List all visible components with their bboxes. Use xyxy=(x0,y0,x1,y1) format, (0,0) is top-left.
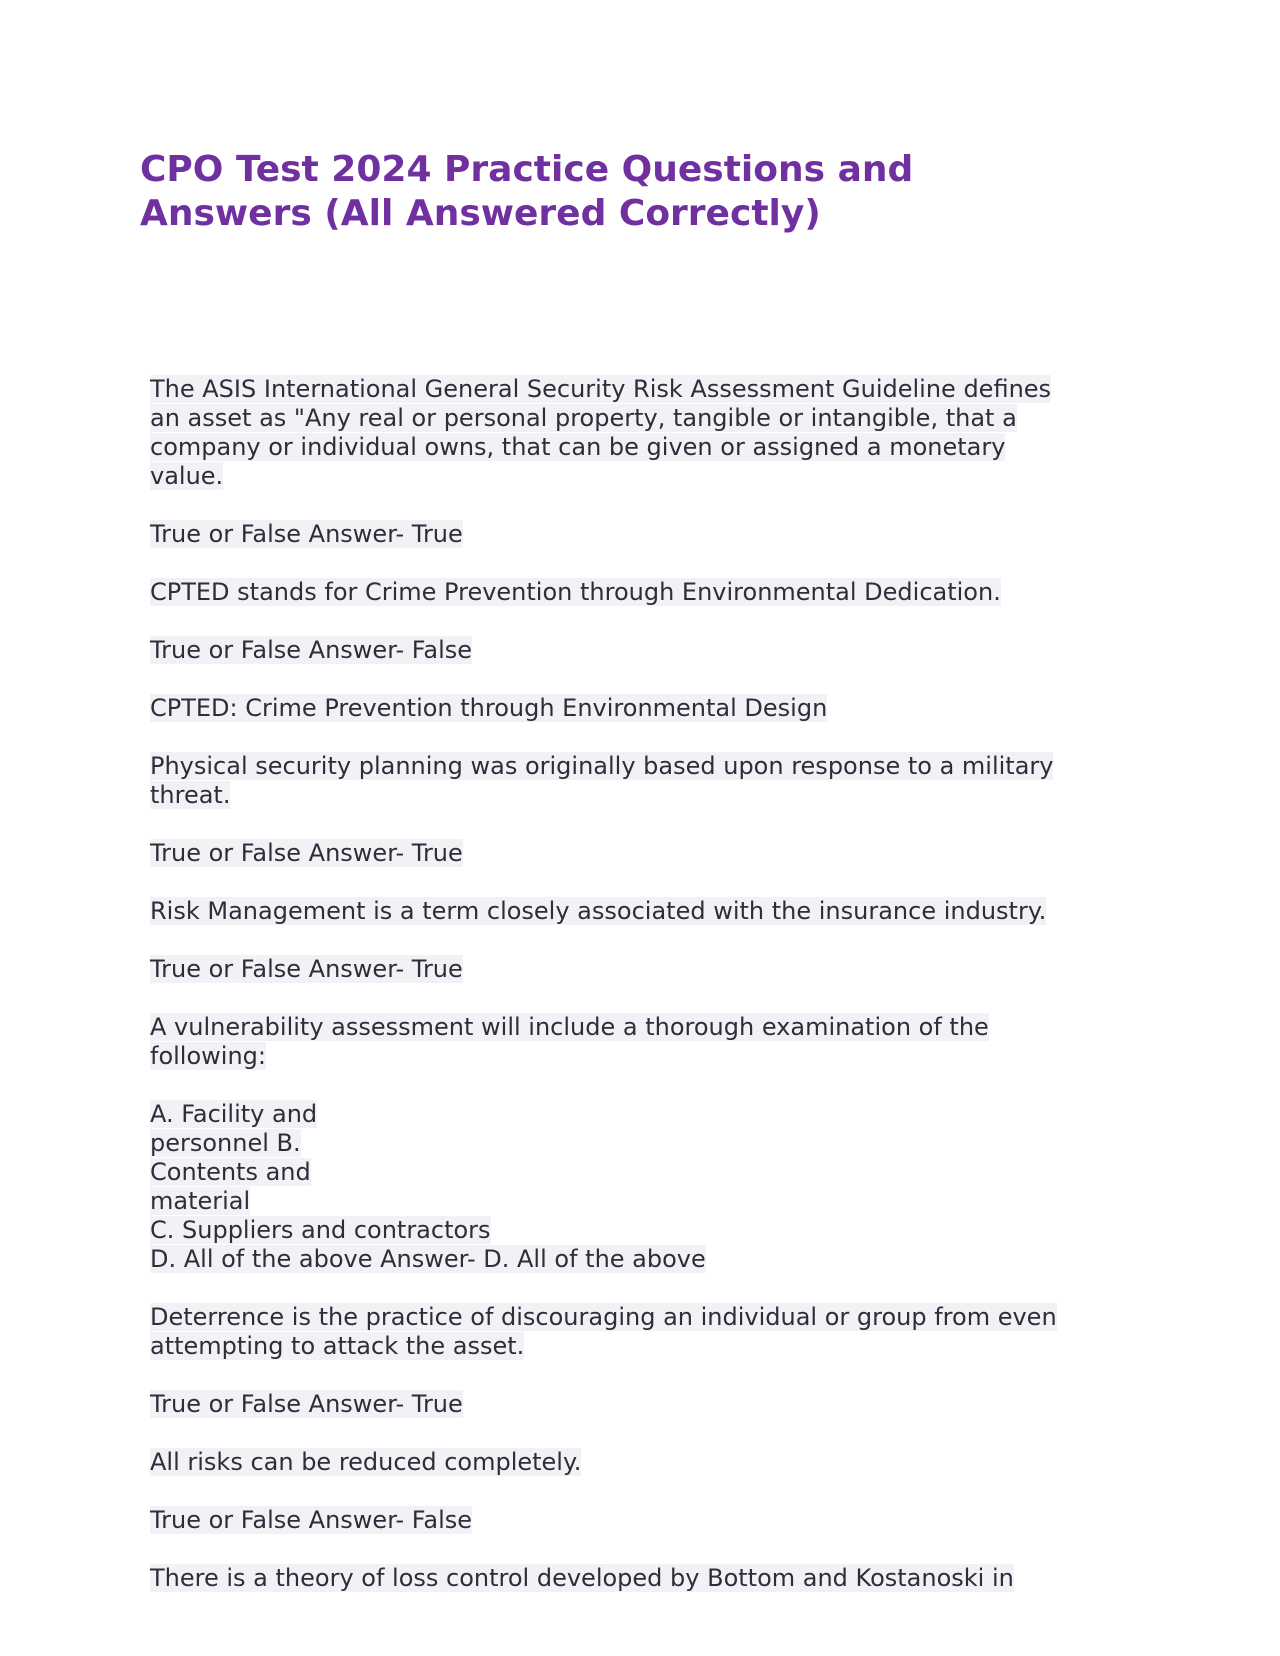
question-text-line: an asset as "Any real or personal property, tangible or intangible, that a xyxy=(150,404,1017,432)
question-text-line: Risk Management is a term closely associated with the insurance industry. xyxy=(150,897,1047,925)
question-text-line: value. xyxy=(150,462,224,490)
question-2 xyxy=(150,578,1110,752)
question-3 xyxy=(150,752,1110,897)
answer-line: True or False Answer- False xyxy=(150,1506,473,1534)
answer-line: True or False Answer- True xyxy=(150,955,463,983)
title-line-1: CPO Test 2024 Practice Questions and xyxy=(140,149,914,190)
question-text-line: Physical security planning was originally based upon response to a military xyxy=(150,752,1054,780)
question-6 xyxy=(150,1303,1110,1448)
question-text-line: attempting to attack the asset. xyxy=(150,1332,525,1360)
option-line: A. Facility and xyxy=(150,1100,318,1128)
question-text-line: CPTED stands for Crime Prevention through Environmental Dedication. xyxy=(150,578,1001,606)
question-4 xyxy=(150,897,1110,1013)
question-text-line: The ASIS International General Security Risk Assessment Guideline defines xyxy=(150,375,1052,403)
question-5 xyxy=(150,1013,1110,1303)
option-line: C. Suppliers and contractors xyxy=(150,1216,491,1244)
option-line: material xyxy=(150,1187,251,1215)
document-title xyxy=(140,148,1040,236)
answer-line: True or False Answer- True xyxy=(150,1390,463,1418)
answer-line: True or False Answer- True xyxy=(150,839,463,867)
answer-line: True or False Answer- True xyxy=(150,520,463,548)
question-7 xyxy=(150,1448,1110,1564)
option-line: Contents and xyxy=(150,1158,311,1186)
question-text-line: following: xyxy=(150,1042,266,1070)
answer-line: D. All of the above Answer- D. All of the above xyxy=(150,1245,706,1273)
option-line: personnel B. xyxy=(150,1129,301,1157)
question-text-line: threat. xyxy=(150,781,231,809)
question-1 xyxy=(150,375,1110,578)
question-text-line: All risks can be reduced completely. xyxy=(150,1448,582,1476)
question-text-line: There is a theory of loss control developed by Bottom and Kostanoski in xyxy=(150,1564,1014,1592)
question-text-line: company or individual owns, that can be given or assigned a monetary xyxy=(150,433,1006,461)
answer-line: True or False Answer- False xyxy=(150,636,473,664)
document-body xyxy=(150,375,1110,1593)
title-line-2: Answers (All Answered Correctly) xyxy=(140,193,821,234)
answer-note: CPTED: Crime Prevention through Environmental Design xyxy=(150,694,828,722)
question-8 xyxy=(150,1564,1110,1593)
question-text-line: A vulnerability assessment will include a thorough examination of the xyxy=(150,1013,989,1041)
question-text-line: Deterrence is the practice of discouraging an individual or group from even xyxy=(150,1303,1057,1331)
